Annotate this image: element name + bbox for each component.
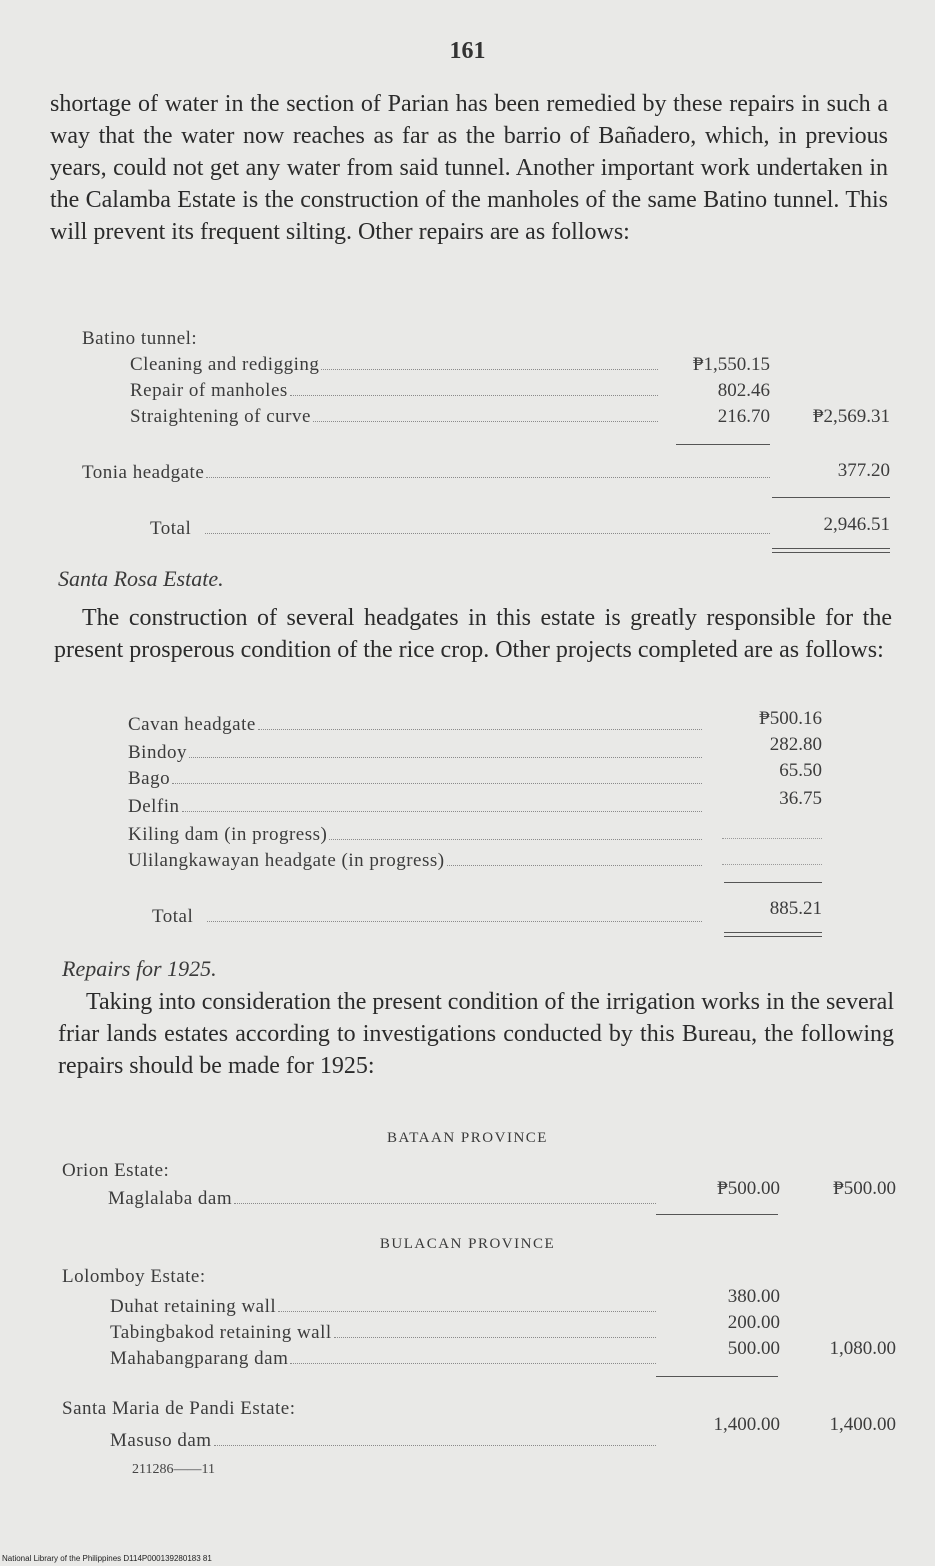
- item-amount: 65.50: [779, 760, 822, 781]
- subtotal-rule: [656, 1376, 778, 1377]
- estate-label: Lolomboy Estate:: [62, 1266, 206, 1287]
- leader-dots: [207, 921, 702, 922]
- total-rule: [772, 497, 890, 498]
- section-heading: Santa Rosa Estate.: [58, 566, 224, 591]
- total-amount: 2,946.51: [823, 514, 890, 535]
- item-row: [130, 402, 662, 428]
- item-label: Kiling dam (in progress): [128, 824, 328, 845]
- intro-paragraph: shortage of water in the section of Parian has been remedied by these repairs in such a way that the water now reaches as far as the barrio of Bañadero, which, in previous years, could not get any water from said tunnel. Another important work undertaken in the Calamba Estate is the construction of the manholes of the same Batino tunnel. This will prevent its frequent silting. Other repairs are as follows:: [50, 91, 888, 245]
- item-amount: 500.00: [727, 1338, 780, 1359]
- item-amount: 282.80: [769, 734, 822, 755]
- item-row: [110, 1344, 660, 1370]
- scan-credit: National Library of the Philippines D114P000139280183 81: [2, 1554, 212, 1563]
- item-row: [130, 350, 662, 376]
- leader-dots: [321, 369, 658, 370]
- total-amount: 885.21: [769, 898, 822, 919]
- item-label: Cavan headgate: [128, 714, 256, 735]
- empty-amount-dots: [722, 838, 822, 839]
- item-label: Repair of manholes: [130, 380, 288, 401]
- item-label: Duhat retaining wall: [110, 1296, 277, 1317]
- item-amount: 377.20: [837, 460, 890, 481]
- estate-label: Santa Maria de Pandi Estate:: [62, 1398, 296, 1419]
- batino-tunnel-label: Batino tunnel:: [82, 328, 198, 349]
- double-rule: [772, 548, 890, 553]
- item-row: [128, 738, 706, 764]
- province-heading: BULACAN PROVINCE: [379, 1236, 556, 1252]
- leader-dots: [290, 395, 658, 396]
- item-label: Tonia headgate: [82, 462, 205, 483]
- item-label: Masuso dam: [110, 1430, 212, 1451]
- empty-amount-dots: [722, 864, 822, 865]
- leader-dots: [189, 757, 702, 758]
- total-label: Total: [152, 906, 194, 927]
- item-label: Maglalaba dam: [108, 1188, 233, 1209]
- subtotal-rule: [656, 1214, 778, 1215]
- province-heading: BATAAN PROVINCE: [387, 1130, 548, 1146]
- leader-dots: [234, 1203, 656, 1204]
- leader-dots: [290, 1363, 656, 1364]
- item-label: Bago: [128, 768, 171, 789]
- leader-dots: [172, 783, 702, 784]
- double-rule: [724, 932, 822, 937]
- estate-label: Orion Estate:: [62, 1160, 170, 1181]
- item-amount: 802.46: [717, 380, 770, 401]
- leader-dots: [329, 839, 702, 840]
- item-label: Straightening of curve: [130, 406, 311, 427]
- item-row: [128, 820, 706, 846]
- item-row: [110, 1318, 660, 1344]
- item-row: [130, 376, 662, 402]
- leader-dots: [214, 1445, 656, 1446]
- item-amount: 380.00: [727, 1286, 780, 1307]
- item-label: Delfin: [128, 796, 180, 817]
- total-row: [150, 514, 774, 540]
- item-row: [128, 764, 706, 790]
- item-row: [128, 846, 706, 872]
- item-amount: 1,400.00: [713, 1414, 780, 1435]
- leader-dots: [278, 1311, 656, 1312]
- section-heading: Repairs for 1925.: [62, 956, 217, 981]
- item-row: [128, 792, 706, 818]
- subtotal-amount: 1,080.00: [829, 1338, 896, 1359]
- leader-dots: [334, 1337, 656, 1338]
- item-label: Tabingbakod retaining wall: [110, 1322, 332, 1343]
- footer-code: 211286——11: [132, 1462, 215, 1477]
- item-amount: ₱500.16: [759, 708, 822, 729]
- leader-dots: [313, 421, 658, 422]
- subtotal-rule: [676, 444, 770, 445]
- item-label: Mahabangparang dam: [110, 1348, 289, 1369]
- item-amount: 36.75: [779, 788, 822, 809]
- item-amount: ₱1,550.15: [692, 354, 770, 375]
- item-label: Bindoy: [128, 742, 187, 763]
- subtotal-amount: ₱500.00: [833, 1178, 896, 1199]
- subtotal-amount: 1,400.00: [829, 1414, 896, 1435]
- repairs-paragraph: Taking into consideration the present condition of the irrigation works in the several friar lands estates according to investigations conducted by this Bureau, the following repairs should be made for 1925:: [58, 989, 894, 1079]
- item-row: [82, 458, 774, 484]
- subtotal-amount: ₱2,569.31: [812, 406, 890, 427]
- item-amount: ₱500.00: [717, 1178, 780, 1199]
- item-row: [110, 1292, 660, 1318]
- total-rule: [724, 882, 822, 883]
- item-row: [128, 710, 706, 736]
- item-row: [108, 1184, 660, 1210]
- leader-dots: [205, 533, 770, 534]
- item-amount: 200.00: [727, 1312, 780, 1333]
- santa-rosa-paragraph: The construction of several headgates in this estate is greatly responsible for the present prosperous condition of the rice crop. Other projects completed are as follows:: [54, 605, 892, 663]
- item-label: Ulilangkawayan headgate (in progress): [128, 850, 445, 871]
- item-label: Cleaning and redigging: [130, 354, 320, 375]
- item-amount: 216.70: [717, 406, 770, 427]
- total-row: [152, 902, 706, 928]
- page-number: 161: [449, 38, 486, 64]
- leader-dots: [182, 811, 702, 812]
- item-row: [110, 1426, 660, 1452]
- total-label: Total: [150, 518, 192, 539]
- leader-dots: [447, 865, 702, 866]
- leader-dots: [206, 477, 770, 478]
- leader-dots: [258, 729, 702, 730]
